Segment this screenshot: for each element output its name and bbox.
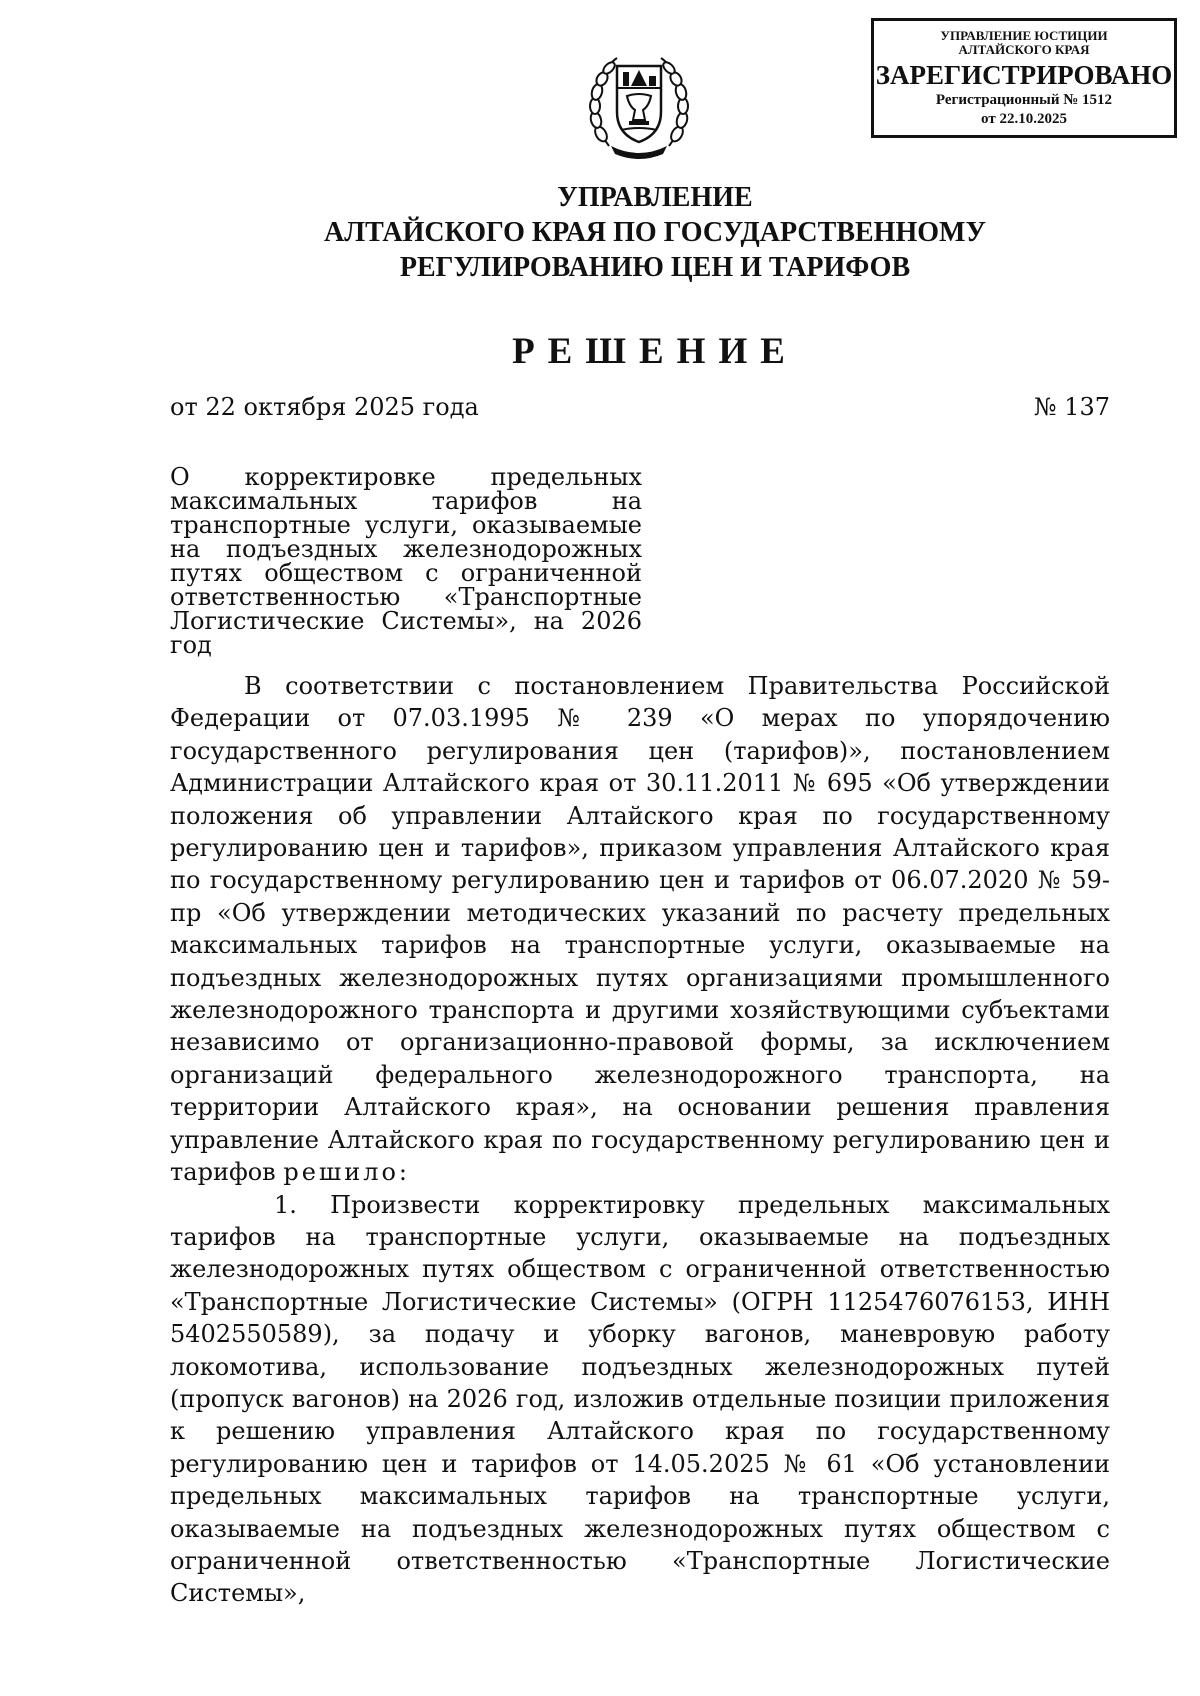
- preamble-paragraph: [170, 670, 1110, 1189]
- issuing-authority: [200, 180, 1110, 285]
- authority-line3: РЕГУЛИРОВАНИЮ ЦЕН И ТАРИФОВ: [399, 252, 911, 283]
- stamp-registration-date: от 22.10.2025: [981, 111, 1067, 127]
- authority-line2: АЛТАЙСКОГО КРАЯ ПО ГОСУДАРСТВЕННОМУ: [324, 217, 986, 248]
- coat-of-arms-icon: [587, 46, 691, 164]
- preamble-text: В соответствии с постановлением Правительства Российской Федерации от 07.03.1995 № 239 «О мерах по упорядочению государственного регулирования цен (тарифов)», постановлением Администрации Алтайского края от 30.11.2011 № 695 «Об утверждении положения об управлении Алтайского края по государственному регулированию цен и тарифов», приказом управления Алтайского края по государственному регулированию цен и тарифов от 06.07.2020 № 59-пр «Об утверждении методических указаний по расчету предельных максимальных тарифов на транспортные услуги, оказываемые на подъездных железнодорожных путях организациями промышленного железнодорожного транспорта и другими хозяйствующими субъектами независимо от организационно-правовой формы, за исключением организаций федерального железнодорожного транспорта, на территории Алтайского края», на основании решения правления управление Алтайского края по государственному регулированию цен и тарифов: [170, 672, 1110, 1187]
- stamp-authority-line2: АЛТАЙСКОГО КРАЯ: [958, 42, 1090, 57]
- registration-stamp: [871, 18, 1177, 138]
- document-number: № 137: [1033, 393, 1110, 421]
- stamp-title: ЗАРЕГИСТРИРОВАНО: [875, 60, 1173, 90]
- stamp-authority-line1: УПРАВЛЕНИЕ ЮСТИЦИИ: [940, 28, 1108, 43]
- clause-1-paragraph: 1. Произвести корректировку предельных максимальных тарифов на транспортные услуги, оказываемые на подъездных железнодорожных путях обществом с ограниченной ответственностью «Транспортные Логистические Системы» (ОГРН 1125476076153, ИНН 5402550589), за подачу и уборку вагонов, маневровую работу локомотива, использование подъездных железнодорожных путей (пропуск вагонов) на 2026 год, изложив отдельные позиции приложения к решению управления Алтайского края по государственному регулированию цен и тарифов от 14.05.2025 № 61 «Об установлении предельных максимальных тарифов на транспортные услуги, оказываемые на подъездных железнодорожных путях обществом с ограниченной ответственностью «Транспортные Логистические Системы»,: [170, 1190, 1110, 1608]
- authority-line1: УПРАВЛЕНИЕ: [557, 182, 753, 213]
- document-body: [170, 670, 1110, 1610]
- stamp-registration-number: Регистрационный № 1512: [935, 92, 1113, 108]
- document-type-title: РЕШЕНИЕ: [512, 331, 798, 372]
- decision-verb: решило:: [283, 1158, 410, 1187]
- document-subject: О корректировке предельных максимальных тарифов на транспортные услуги, оказываемые на подъездных железнодорожных путях обществом с ограниченной ответственностью «Транспортные Логистические Системы», на 2026 год: [170, 463, 642, 659]
- document-date: от 22 октября 2025 года: [170, 393, 479, 421]
